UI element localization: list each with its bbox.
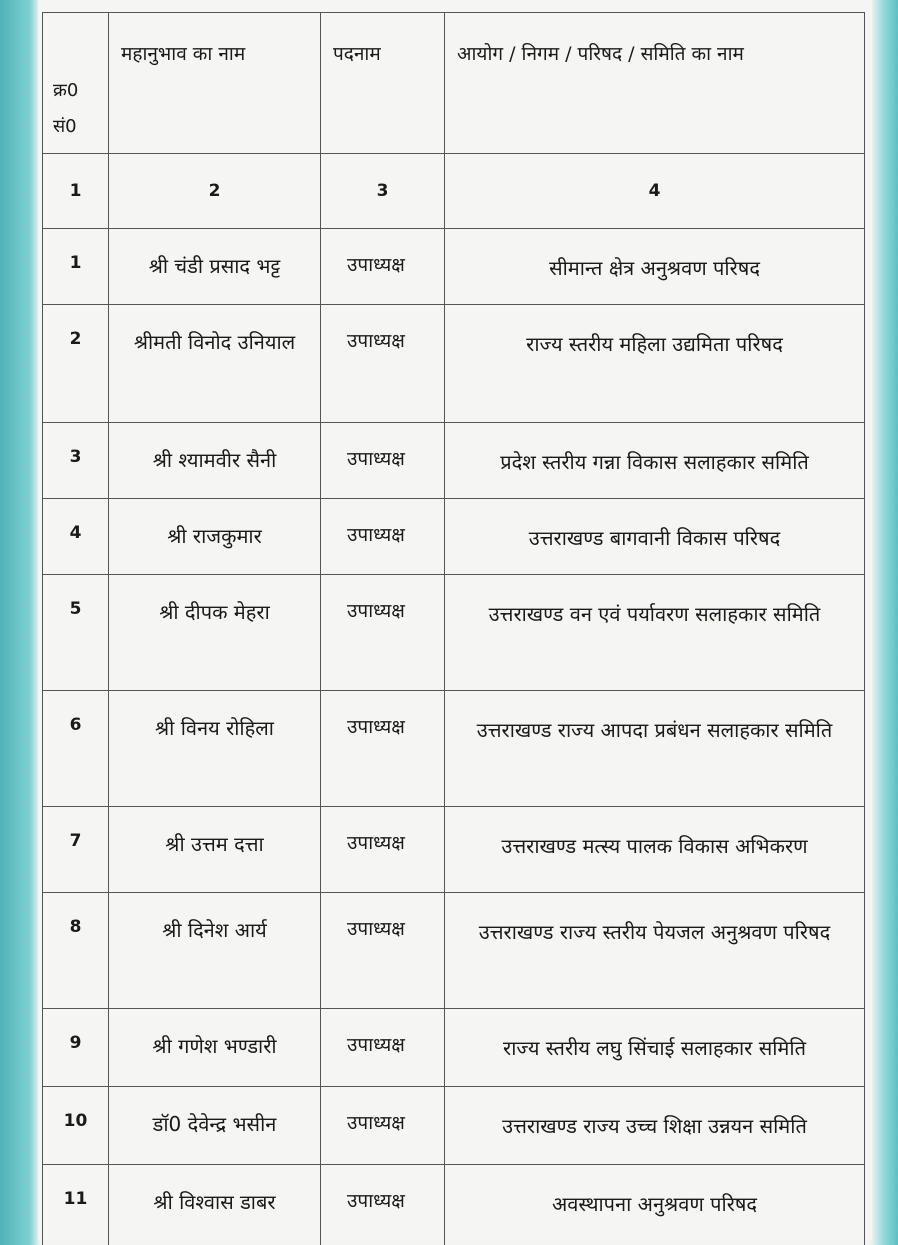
header-serial: [43, 13, 109, 154]
organization-cell: राज्य स्तरीय लघु सिंचाई सलाहकार समिति: [445, 1009, 865, 1087]
serial-cell: 7: [43, 807, 109, 893]
header-name: महानुभाव का नाम: [109, 13, 321, 154]
designation-cell: उपाध्यक्ष: [321, 691, 445, 807]
organization-cell: उत्तराखण्ड राज्य स्तरीय पेयजल अनुश्रवण परिषद: [445, 893, 865, 1009]
name-cell: श्री दिनेश आर्य: [109, 893, 321, 1009]
document-page: [38, 0, 872, 1240]
serial-cell: 2: [43, 305, 109, 423]
organization-cell: उत्तराखण्ड वन एवं पर्यावरण सलाहकार समिति: [445, 575, 865, 691]
header-serial-line2: सं0: [53, 116, 77, 137]
table-row: [43, 499, 865, 575]
table-row: [43, 893, 865, 1009]
serial-cell: 9: [43, 1009, 109, 1087]
serial-cell: 8: [43, 893, 109, 1009]
designation-cell: उपाध्यक्ष: [321, 499, 445, 575]
organization-cell: प्रदेश स्तरीय गन्ना विकास सलाहकार समिति: [445, 423, 865, 499]
serial-cell: 4: [43, 499, 109, 575]
designation-cell: उपाध्यक्ष: [321, 893, 445, 1009]
serial-cell: 6: [43, 691, 109, 807]
name-cell: श्री गणेश भण्डारी: [109, 1009, 321, 1087]
table-row: [43, 229, 865, 305]
table-row: [43, 1087, 865, 1165]
organization-cell: राज्य स्तरीय महिला उद्यमिता परिषद: [445, 305, 865, 423]
designation-cell: उपाध्यक्ष: [321, 229, 445, 305]
column-number: 3: [321, 154, 445, 229]
designation-cell: उपाध्यक्ष: [321, 305, 445, 423]
table-row: [43, 423, 865, 499]
table-row: [43, 1165, 865, 1245]
organization-cell: उत्तराखण्ड मत्स्य पालक विकास अभिकरण: [445, 807, 865, 893]
header-row: [43, 13, 865, 154]
column-number: 1: [43, 154, 109, 229]
serial-cell: 3: [43, 423, 109, 499]
name-cell: श्री राजकुमार: [109, 499, 321, 575]
designation-cell: उपाध्यक्ष: [321, 423, 445, 499]
serial-cell: 10: [43, 1087, 109, 1165]
name-cell: श्रीमती विनोद उनियाल: [109, 305, 321, 423]
name-cell: श्री उत्तम दत्ता: [109, 807, 321, 893]
name-cell: श्री विनय रोहिला: [109, 691, 321, 807]
column-number: 4: [445, 154, 865, 229]
serial-cell: 11: [43, 1165, 109, 1245]
name-cell: श्री चंडी प्रसाद भट्ट: [109, 229, 321, 305]
name-cell: श्री दीपक मेहरा: [109, 575, 321, 691]
serial-cell: 5: [43, 575, 109, 691]
name-cell: डॉ0 देवेन्द्र भसीन: [109, 1087, 321, 1165]
table-row: [43, 807, 865, 893]
designation-cell: उपाध्यक्ष: [321, 1009, 445, 1087]
appointments-table: [42, 12, 865, 1245]
organization-cell: उत्तराखण्ड राज्य उच्च शिक्षा उन्नयन समिति: [445, 1087, 865, 1165]
designation-cell: उपाध्यक्ष: [321, 1165, 445, 1245]
header-serial-line1: क्र0: [53, 80, 79, 101]
designation-cell: उपाध्यक्ष: [321, 807, 445, 893]
designation-cell: उपाध्यक्ष: [321, 1087, 445, 1165]
organization-cell: उत्तराखण्ड बागवानी विकास परिषद: [445, 499, 865, 575]
name-cell: श्री विश्वास डाबर: [109, 1165, 321, 1245]
organization-cell: सीमान्त क्षेत्र अनुश्रवण परिषद: [445, 229, 865, 305]
table-row: [43, 305, 865, 423]
designation-cell: उपाध्यक्ष: [321, 575, 445, 691]
column-number-row: [43, 154, 865, 229]
table-row: [43, 575, 865, 691]
header-designation: पदनाम: [321, 13, 445, 154]
organization-cell: अवस्थापना अनुश्रवण परिषद: [445, 1165, 865, 1245]
table-row: [43, 691, 865, 807]
serial-cell: 1: [43, 229, 109, 305]
organization-cell: उत्तराखण्ड राज्य आपदा प्रबंधन सलाहकार समिति: [445, 691, 865, 807]
table-row: [43, 1009, 865, 1087]
name-cell: श्री श्यामवीर सैनी: [109, 423, 321, 499]
column-number: 2: [109, 154, 321, 229]
header-organization: आयोग / निगम / परिषद / समिति का नाम: [445, 13, 865, 154]
